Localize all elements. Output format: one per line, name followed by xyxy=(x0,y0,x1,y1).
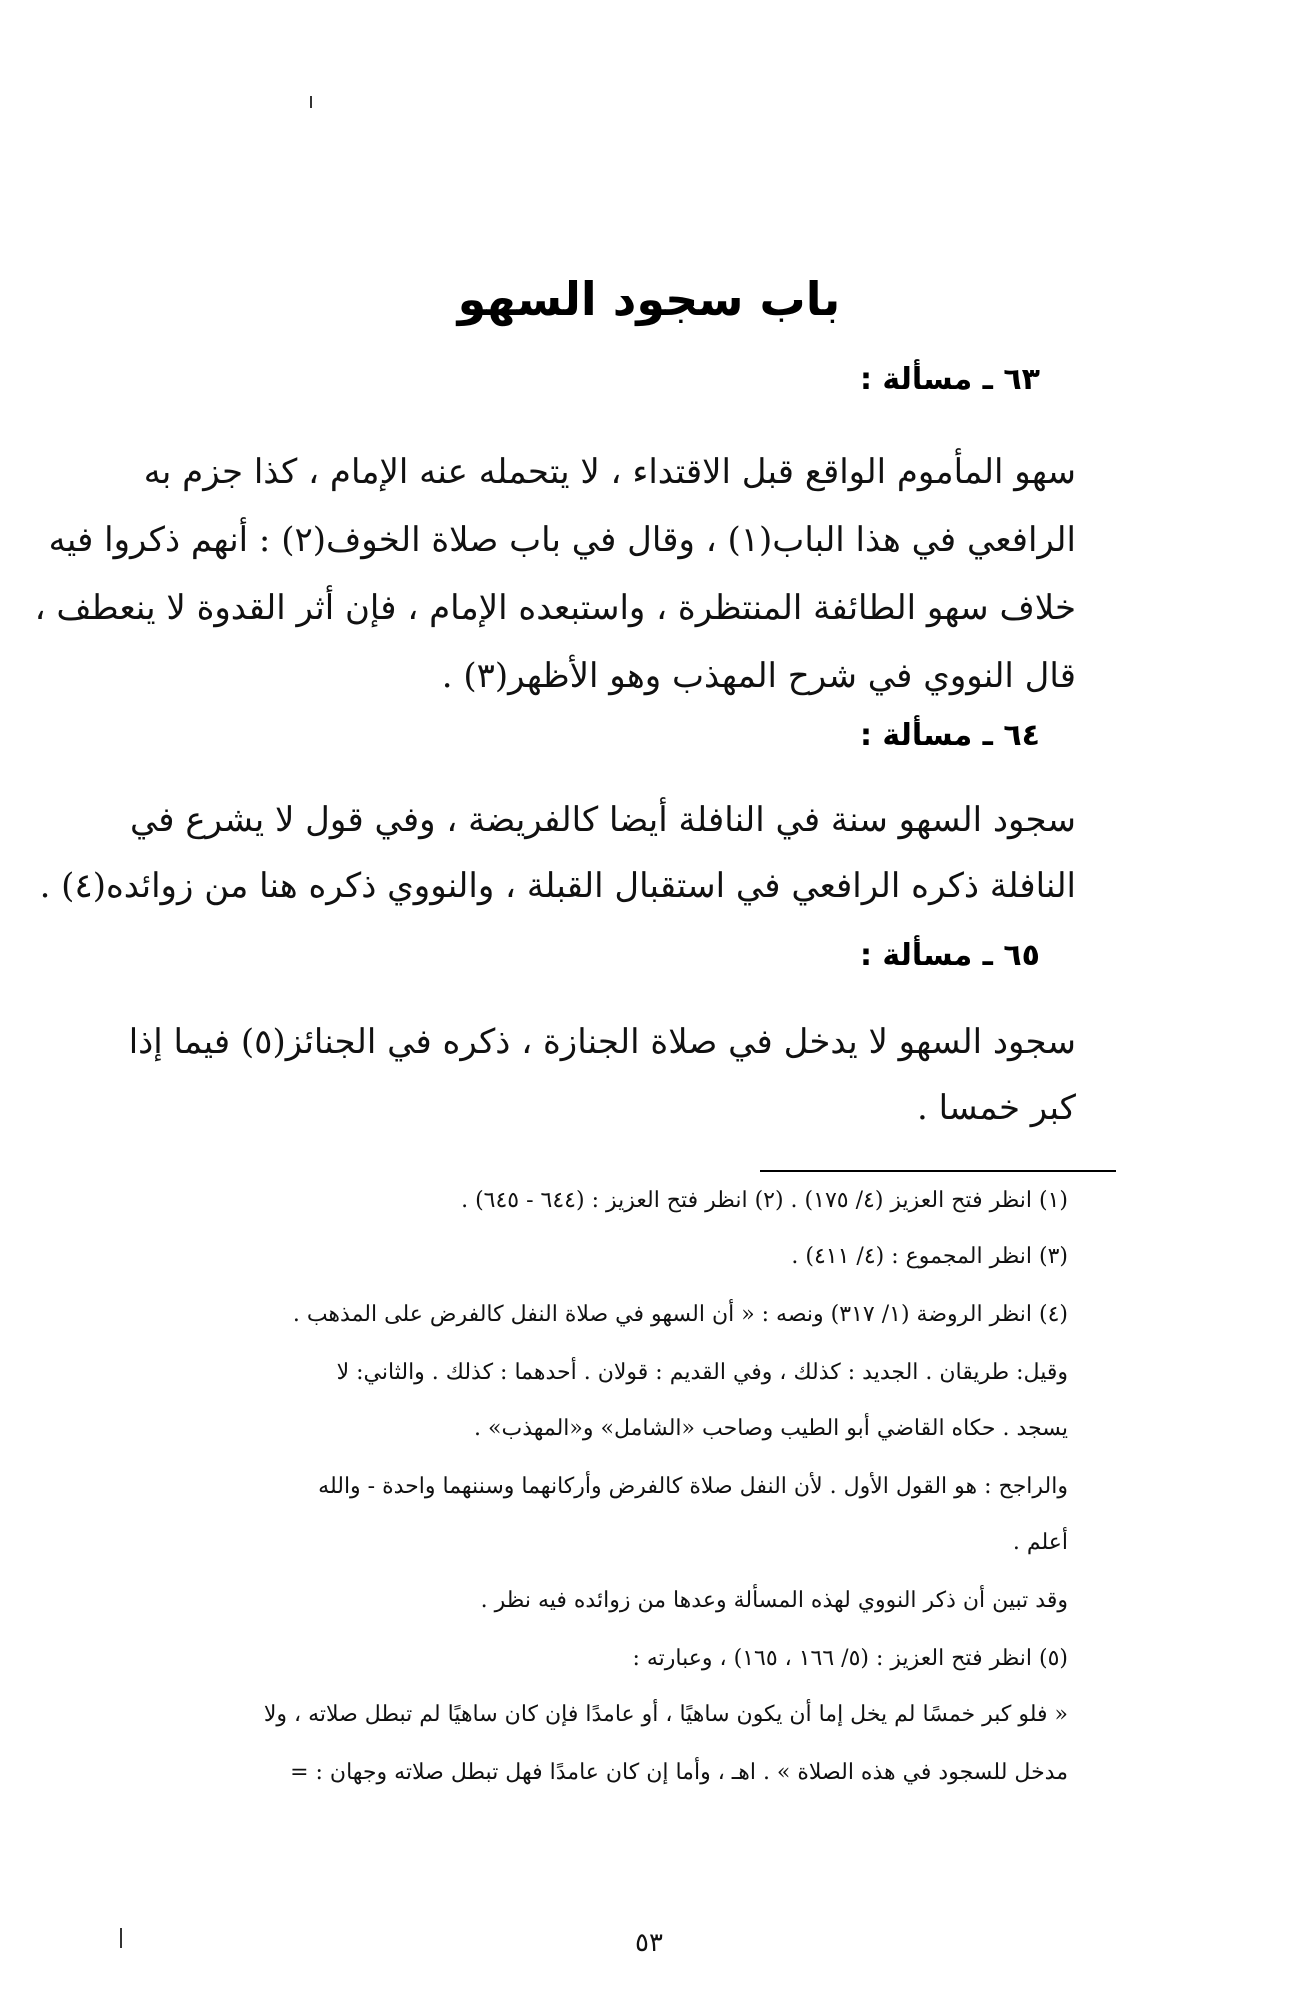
issue-heading-65: ٦٥ ـ مسألة : xyxy=(859,938,1040,973)
paragraph-line: النافلة ذكره الرافعي في استقبال القبلة ، والنووي ذكره هنا من زوائده(٤) . xyxy=(39,866,1076,906)
scan-speck xyxy=(120,1928,122,1948)
scan-speck xyxy=(310,96,312,108)
footnote-line: وقيل: طريقان . الجديد : كذلك ، وفي القديم : قولان . أحدهما : كذلك . والثاني: لا xyxy=(336,1360,1068,1385)
paragraph-line: سجود السهو لا يدخل في صلاة الجنازة ، ذكره في الجنائز(٥) فيما إذا xyxy=(128,1022,1076,1062)
footnote-line: والراجح : هو القول الأول . لأن النفل صلاة كالفرض وأركانهما وسننهما واحدة - والله xyxy=(318,1474,1068,1499)
paragraph-line: خلاف سهو الطائفة المنتظرة ، واستبعده الإمام ، فإن أثر القدوة لا ينعطف ، xyxy=(34,588,1076,628)
footnote-line: (١) انظر فتح العزيز (٤/ ١٧٥) . (٢) انظر فتح العزيز : (٦٤٤ - ٦٤٥) . xyxy=(461,1188,1068,1213)
footnote-line: (٤) انظر الروضة (١/ ٣١٧) ونصه : « أن السهو في صلاة النفل كالفرض على المذهب . xyxy=(292,1302,1068,1327)
page-number: ٥٣ xyxy=(635,1928,663,1958)
paragraph-line: قال النووي في شرح المهذب وهو الأظهر(٣) . xyxy=(441,656,1076,696)
paragraph-line: كبر خمسا . xyxy=(917,1088,1076,1128)
paragraph-line: الرافعي في هذا الباب(١) ، وقال في باب صلاة الخوف(٢) : أنهم ذكروا فيه xyxy=(48,520,1076,560)
footnote-line: (٣) انظر المجموع : (٤/ ٤١١) . xyxy=(791,1244,1068,1269)
footnote-separator xyxy=(760,1170,1116,1172)
footnote-line: أعلم . xyxy=(1012,1530,1068,1555)
footnote-line: (٥) انظر فتح العزيز : (٥/ ١٦٦ ، ١٦٥) ، وعبارته : xyxy=(632,1646,1068,1671)
footnote-line: يسجد . حكاه القاضي أبو الطيب وصاحب «الشامل» و«المهذب» . xyxy=(474,1416,1068,1441)
issue-heading-64: ٦٤ ـ مسألة : xyxy=(859,718,1040,753)
chapter-title: باب سجود السهو xyxy=(457,272,841,326)
paragraph-line: سجود السهو سنة في النافلة أيضا كالفريضة ، وفي قول لا يشرع في xyxy=(129,800,1076,840)
issue-heading-63: ٦٣ ـ مسألة : xyxy=(859,362,1040,397)
footnote-line: « فلو كبر خمسًا لم يخل إما أن يكون ساهيًا ، أو عامدًا فإن كان ساهيًا لم تبطل صلاته ، ولا xyxy=(263,1702,1068,1727)
paragraph-line: سهو المأموم الواقع قبل الاقتداء ، لا يتحمله عنه الإمام ، كذا جزم به xyxy=(143,452,1076,492)
footnote-line: وقد تبين أن ذكر النووي لهذه المسألة وعدها من زوائده فيه نظر . xyxy=(480,1588,1068,1613)
footnote-line: مدخل للسجود في هذه الصلاة » . اهـ ، وأما إن كان عامدًا فهل تبطل صلاته وجهان : = xyxy=(290,1760,1068,1785)
